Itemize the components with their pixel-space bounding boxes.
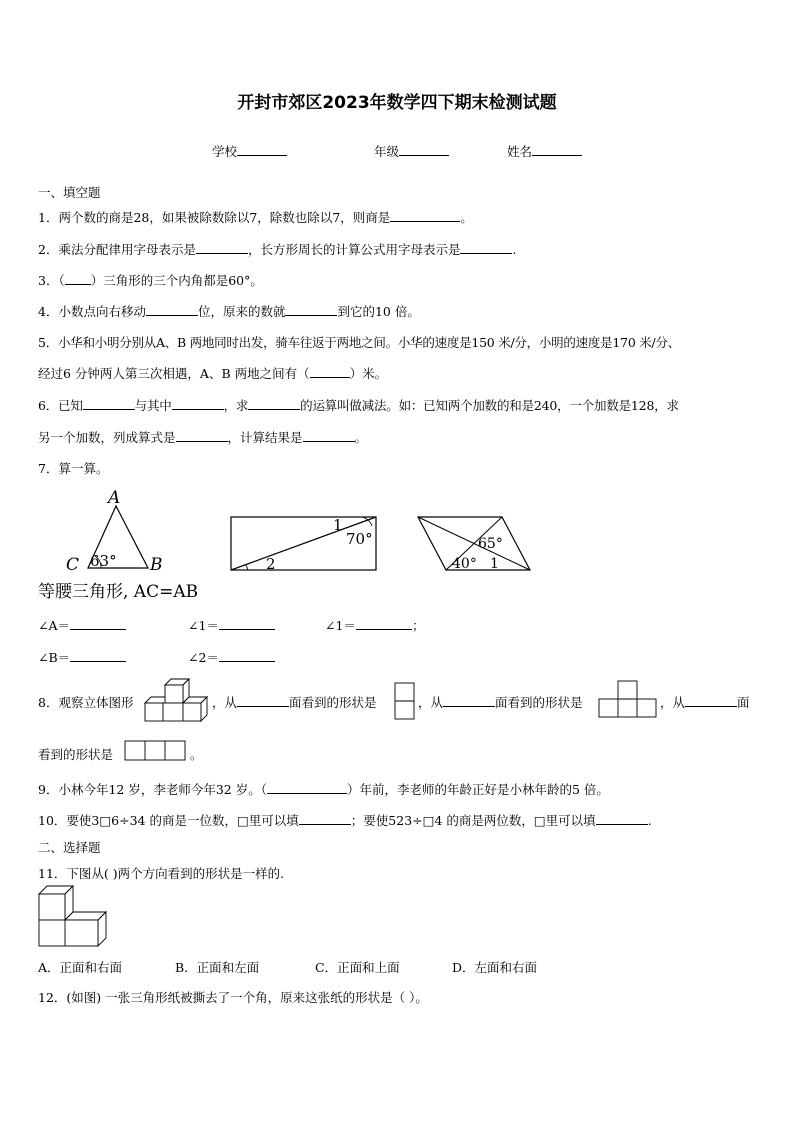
q8-text-g: 面: [737, 695, 750, 710]
q6-blank-4[interactable]: [176, 429, 228, 442]
question-8-part-1: [212, 693, 377, 711]
q6-text-a: 6．已知: [38, 398, 83, 413]
question-7: 7．算一算。: [38, 461, 109, 476]
q8-text-f: ，从: [660, 695, 686, 710]
q3-text-b: ）三角形的三个内角都是60°。: [90, 273, 263, 288]
answer-angle-1-fig2: [188, 616, 275, 634]
q8-blank-1[interactable]: [237, 694, 289, 707]
question-12: 12．(如图) 一张三角形纸被撕去了一个角，原来这张纸的形状是（ ）。: [38, 990, 428, 1005]
angle-70-label: 70°: [346, 530, 373, 548]
angle-1-fig3-end: ；: [411, 618, 425, 633]
answer-angle-b: [38, 648, 126, 666]
q6-text-g: 。: [354, 430, 368, 445]
q2-end: .: [512, 242, 517, 257]
q8-blank-3[interactable]: [685, 694, 737, 707]
angle-1-fig3-label: ∠1＝: [325, 618, 356, 633]
q8-text-b: ，从: [212, 695, 238, 710]
q5-text-b: ）米。: [349, 366, 388, 381]
q6-text-d: 的运算叫做减法。如：已知两个加数的和是240，一个加数是128，求: [300, 398, 679, 413]
q6-blank-5[interactable]: [303, 429, 355, 442]
vertex-a-label: A: [108, 488, 121, 508]
question-10: [38, 811, 652, 829]
school-label: 学校: [212, 144, 238, 159]
angle-1-label: 1: [333, 516, 343, 534]
q2-blank-1[interactable]: [196, 241, 248, 254]
q10-blank-2[interactable]: [596, 812, 648, 825]
q10-end: .: [647, 813, 652, 828]
q10-blank-1[interactable]: [299, 812, 351, 825]
answer-angle-1-fig3: [325, 616, 424, 634]
option-a[interactable]: A．正面和右面: [38, 960, 123, 975]
q8-blank-2[interactable]: [443, 694, 495, 707]
q2-text-a: 2．乘法分配律用字母表示是: [38, 242, 196, 257]
q2-blank-2[interactable]: [460, 241, 512, 254]
q6-text-c: ，求: [223, 398, 249, 413]
q6-text-e: 另一个加数，列成算式是: [38, 430, 176, 445]
question-8-part-3: [660, 693, 750, 711]
q6-blank-2[interactable]: [172, 397, 224, 410]
section-fill-blank: 一、填空题: [38, 185, 101, 200]
school-field: [212, 142, 287, 160]
angle-1-fig2-blank[interactable]: [219, 617, 275, 630]
question-3: [38, 271, 263, 289]
angle-1b-label: 1: [490, 556, 499, 572]
solid-figure-q8: [143, 677, 213, 725]
q3-blank[interactable]: [65, 272, 91, 285]
vertex-b-label: B: [150, 555, 163, 575]
q9-blank[interactable]: [267, 781, 347, 794]
question-9: [38, 780, 609, 798]
name-blank[interactable]: [532, 143, 582, 156]
view-shape-3: [124, 740, 188, 762]
angle-a-label: ∠A＝: [38, 618, 71, 633]
angle-40-label: 40°: [452, 556, 477, 572]
question-5-line-2: [38, 364, 387, 382]
angle-1-fig3-blank[interactable]: [356, 617, 412, 630]
question-8-part-2: [418, 693, 583, 711]
q4-text-b: 位，原来的数就: [197, 304, 286, 319]
vertex-c-label: C: [66, 555, 80, 575]
triangle-caption: 等腰三角形, AC=AB: [38, 582, 199, 602]
option-d[interactable]: D．左面和右面: [452, 960, 538, 975]
parallelogram-figure: [416, 516, 536, 572]
answer-angle-a: [38, 616, 126, 634]
angle-a-blank[interactable]: [70, 617, 126, 630]
answer-angle-2: [188, 648, 275, 666]
q10-text-a: 10．要使3□6÷34 的商是一位数，□里可以填: [38, 813, 299, 828]
solid-figure-q11: [38, 884, 110, 950]
question-11: 11．下图从( )两个方向看到的形状是一样的.: [38, 866, 285, 881]
section-multiple-choice: 二、选择题: [38, 840, 101, 855]
q4-text-c: 到它的10 倍。: [337, 304, 420, 319]
name-label: 姓名: [507, 144, 533, 159]
question-1: [38, 208, 473, 226]
school-blank[interactable]: [237, 143, 287, 156]
q8-text-d: ，从: [418, 695, 444, 710]
q6-blank-3[interactable]: [248, 397, 300, 410]
q4-blank-1[interactable]: [146, 303, 198, 316]
grade-label: 年级: [374, 144, 400, 159]
grade-field: [374, 142, 449, 160]
angle-1-fig2-label: ∠1＝: [188, 618, 219, 633]
view-shape-2: [598, 680, 658, 720]
option-c[interactable]: C．正面和上面: [315, 960, 400, 975]
q1-text: 1．两个数的商是28，如果被除数除以7，除数也除以7，则商是: [38, 210, 391, 225]
grade-blank[interactable]: [399, 143, 449, 156]
option-b[interactable]: B．正面和左面: [175, 960, 260, 975]
angle-b-label: ∠B＝: [38, 650, 71, 665]
q8-end: 。: [190, 747, 203, 762]
question-6-line-2: [38, 428, 367, 446]
question-4: [38, 302, 420, 320]
q6-text-f: ，计算结果是: [227, 430, 303, 445]
q6-blank-1[interactable]: [83, 397, 135, 410]
triangle-figure: [60, 488, 180, 578]
q8-text-e: 面看到的形状是: [495, 695, 583, 710]
angle-2-blank[interactable]: [219, 649, 275, 662]
q3-text-a: 3．（: [38, 273, 65, 288]
page-title: 开封市郊区2023年数学四下期末检测试题: [237, 93, 557, 113]
rectangle-figure: [230, 516, 380, 572]
question-2: [38, 240, 516, 258]
angle-2-label: 2: [266, 555, 276, 573]
angle-2-label: ∠2＝: [188, 650, 219, 665]
q8-text-c: 面看到的形状是: [289, 695, 377, 710]
angle-65-label: 65°: [478, 536, 503, 552]
q10-text-b: ；要使523÷□4 的商是两位数，□里可以填: [350, 813, 596, 828]
q1-blank[interactable]: [390, 209, 460, 222]
question-6-line-1: [38, 396, 679, 414]
q6-text-b: 与其中: [134, 398, 172, 413]
angle-63-label: 63°: [90, 552, 117, 570]
q4-blank-2[interactable]: [285, 303, 337, 316]
q9-text-b: ）年前，李老师的年龄正好是小林年龄的5 倍。: [346, 782, 609, 797]
angle-b-blank[interactable]: [70, 649, 126, 662]
q5-text-a: 经过6 分钟两人第三次相遇，A、B 两地之间有（: [38, 366, 310, 381]
question-5-line-1: 5．小华和小明分别从A、B 两地同时出发，骑车往返于两地之间。小华的速度是150 米/分，小明的速度是170 米/分、: [38, 335, 680, 350]
q1-end: 。: [460, 210, 473, 225]
name-field: [507, 142, 582, 160]
view-shape-1: [394, 682, 416, 722]
q5-blank[interactable]: [310, 365, 350, 378]
q9-text-a: 9．小林今年12 岁，李老师今年32 岁。（: [38, 782, 267, 797]
q2-text-b: ，长方形周长的计算公式用字母表示是: [247, 242, 461, 257]
question-8-lead: 8．观察立体图形: [38, 695, 134, 710]
question-8-part-4: 看到的形状是: [38, 747, 114, 762]
q4-text-a: 4．小数点向右移动: [38, 304, 146, 319]
